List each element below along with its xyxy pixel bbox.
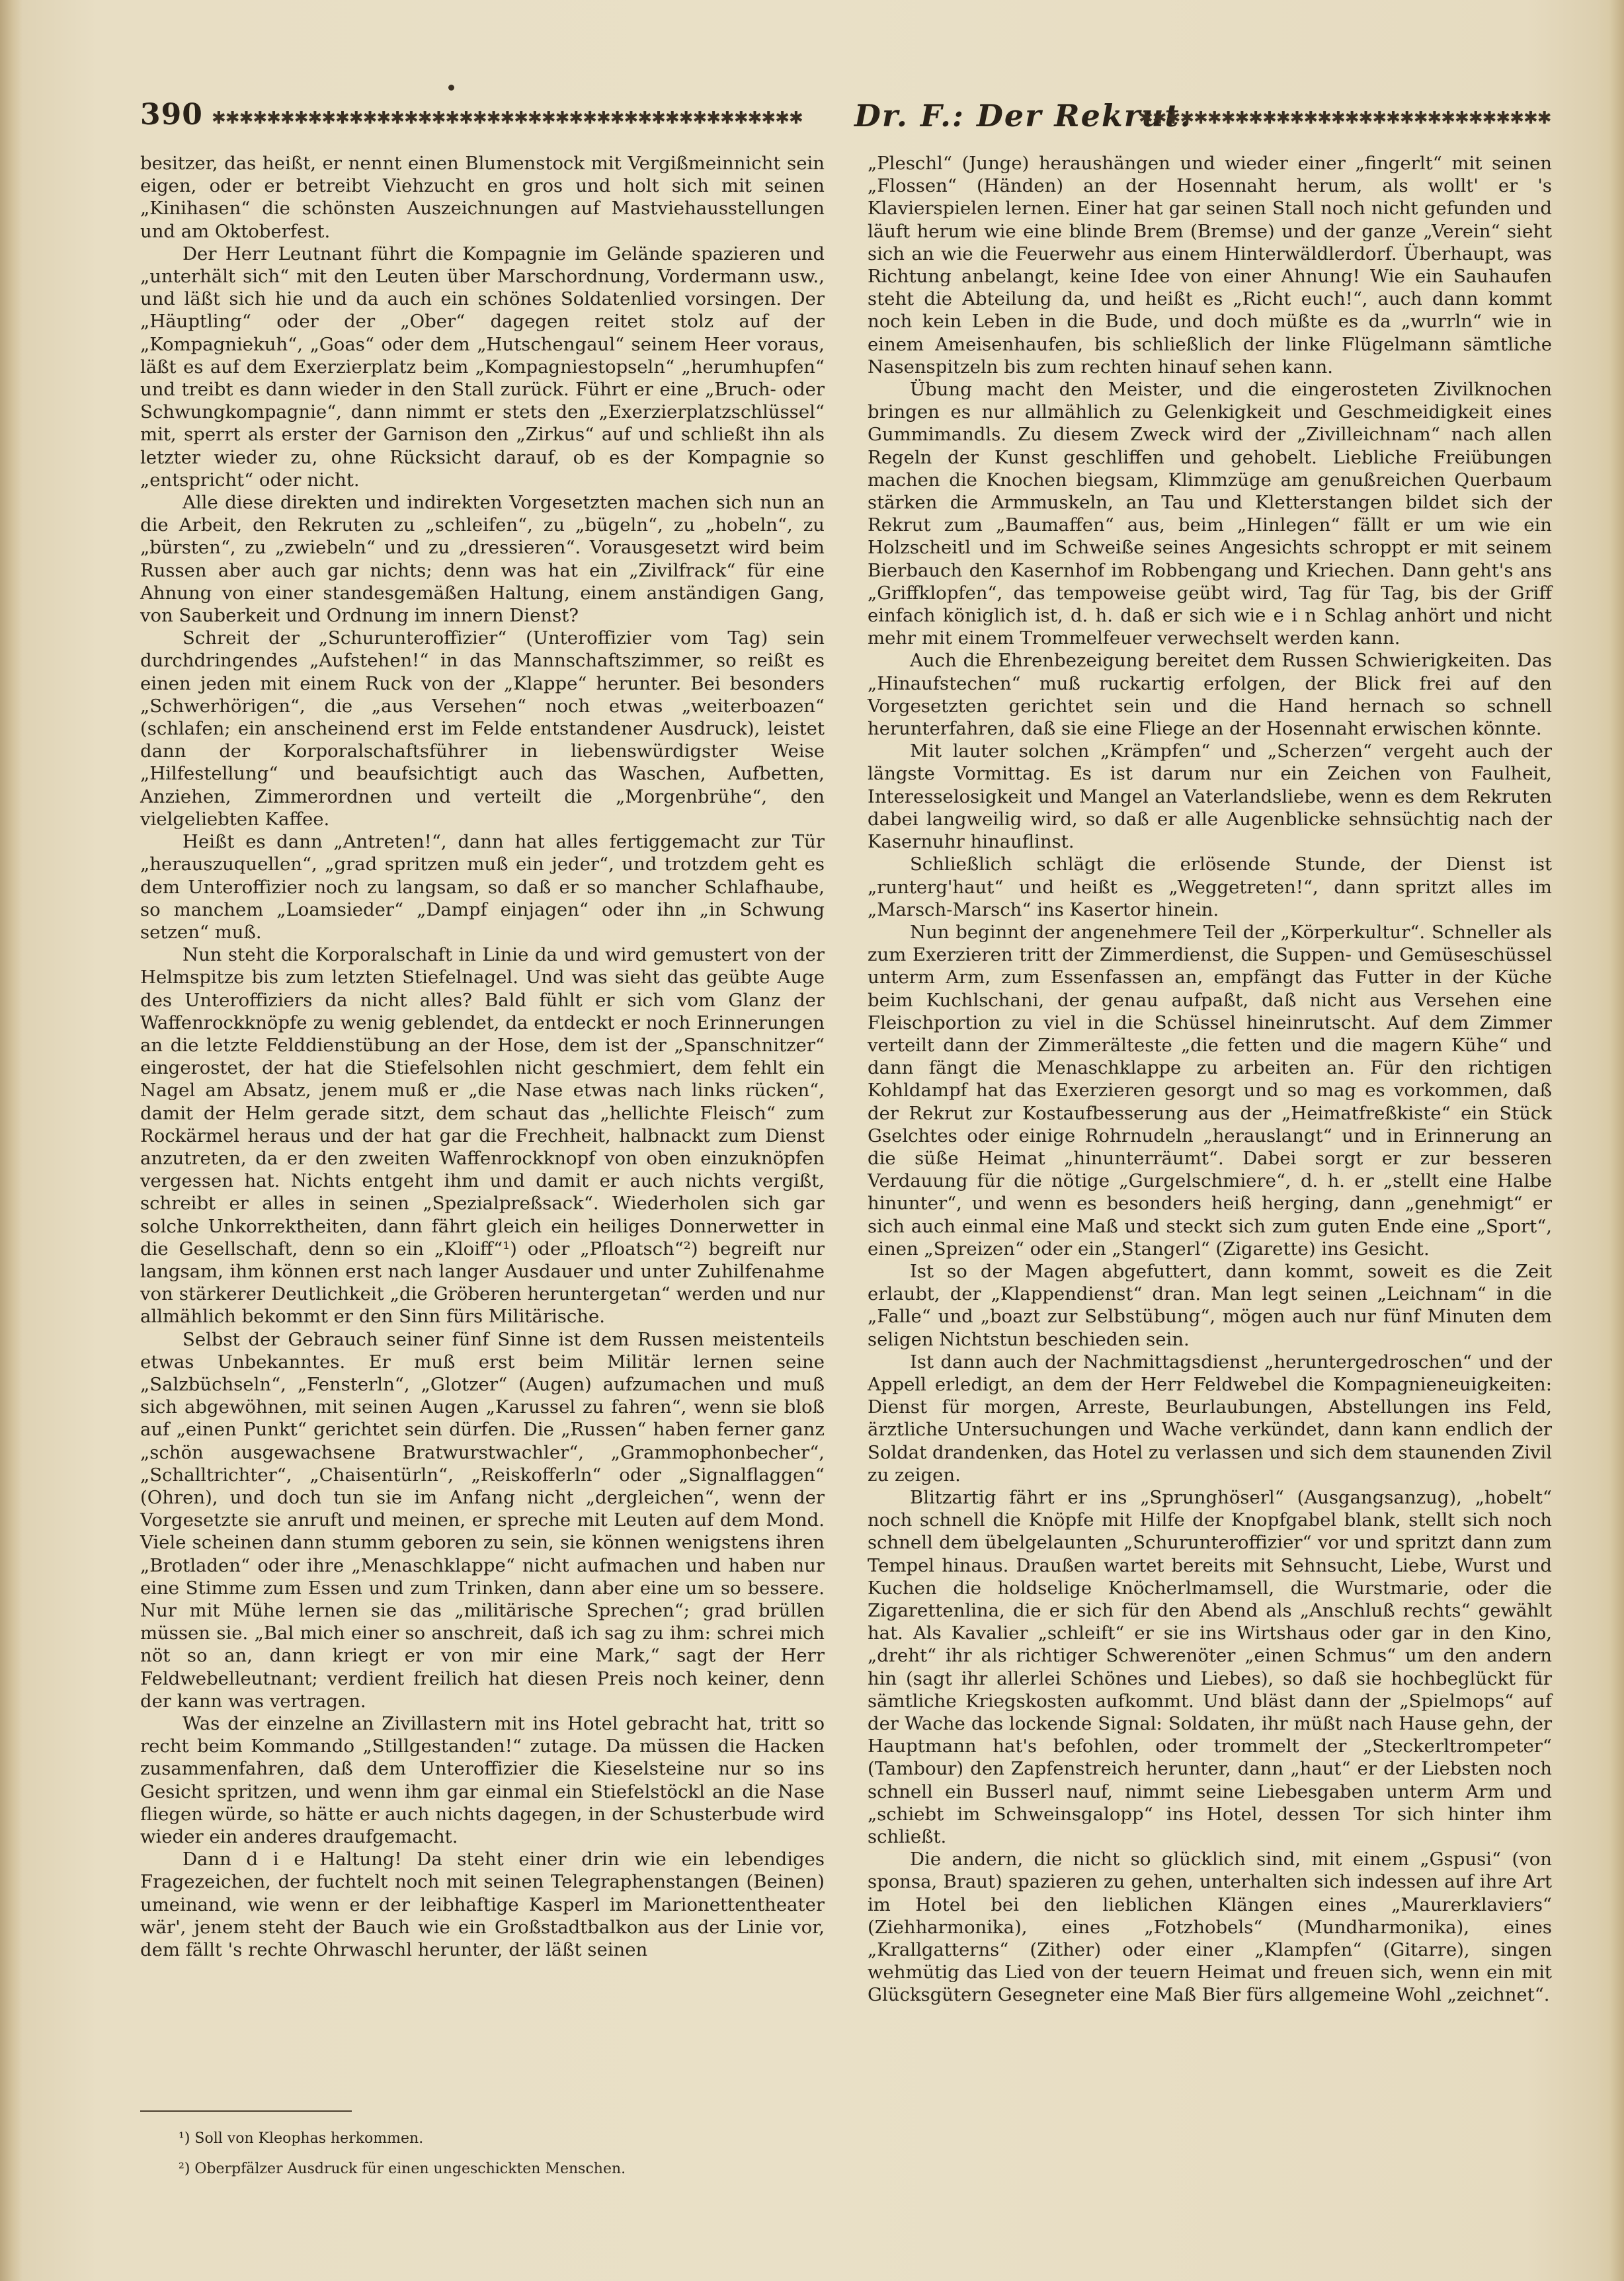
paragraph: Die andern, die nicht so glücklich sind, mit einem „Gspusi“ (von sponsa, Braut) spazieren zu gehen, unterhalten sich indessen auf ihre Art im Hotel bei den lieblichen Klängen eines „Maurerklaviers“ (Ziehharmonika), eines „Fotzhobels“ (Mundharmonika), eines „Krallgatterns“ (Zither) oder einer „Klampfen“ (Gitarre), singen wehmütig das Lied von der teuern Heimat und freuen sich, wenn ein mit Glücksgütern Gesegneter eine Maß Bier fürs allgemeine Wohl „zeichnet“. [868, 1849, 1552, 2006]
header-ornament-left: ✱✱✱✱✱✱✱✱✱✱✱✱✱✱✱✱✱✱✱✱✱✱✱✱✱✱✱✱✱✱✱✱✱✱✱✱✱✱✱✱✱✱✱ [212, 108, 803, 128]
paragraph: Was der einzelne an Zivillastern mit ins Hotel gebracht hat, tritt so recht beim Kommando „Stillgestanden!“ zutage. Da müssen die Hacken zusammenfahren, daß dem Unteroffizier die Kieselsteine nur so ins Gesicht spritzen, und wenn ihm gar einmal ein Stiefelstöckl an die Nase fliegen würde, so hätte er auch nichts dagegen, in der Schusterbude wird wieder ein anderes draufgemacht. [140, 1713, 825, 1848]
paragraph: Mit lauter solchen „Krämpfen“ und „Scherzen“ vergeht auch der längste Vormittag. Es ist darum nur ein Zeichen von Faulheit, Interesselosigkeit und Mangel an Vaterlandsliebe, wenn es dem Rekruten dabei langweilig wird, so daß er alle Augenblicke sehnsüchtig nach der Kasernuhr hinauflinst. [868, 740, 1552, 853]
footnote-divider [140, 2110, 352, 2112]
footnote: ¹) Soll von Kleophas herkommen. [179, 2130, 424, 2147]
paragraph: Nun beginnt der angenehmere Teil der „Körperkultur“. Schneller als zum Exerzieren tritt der Zimmerdienst, die Suppen- und Gemüseschüssel unterm Arm, zum Essenfassen an, empfängt das Futter in der Küche beim Kuchlschani, der genau aufpaßt, daß nicht aus Versehen eine Fleischportion zu viel in die Schüssel hineinrutscht. Auf dem Zimmer verteilt dann der Zimmerälteste „die fetten und die magern Kühe“ und dann fängt die Menaschklappe zu arbeiten an. Für den richtigen Kohldampf hat das Exerzieren gesorgt und so mag es vorkommen, daß der Rekrut zur Kostaufbesserung aus der „Heimatfreßkiste“ ein Stück Gselchtes oder einige Rohrnudeln „herauslangt“ und in Erinnerung an die süße Heimat „hinunterräumt“. Dabei sorgt er zur besseren Verdauung für die nötige „Gurgelschmiere“, d. h. er „stellt eine Halbe hinunter“, und wenn es besonders heiß herging, dann „genehmigt“ er sich auch einmal eine Maß und steckt sich zum guten Ende eine „Sport“, einen „Spreizen“ oder ein „Stangerl“ (Zigarette) ins Gesicht. [868, 921, 1552, 1260]
paragraph: Alle diese direkten und indirekten Vorgesetzten machen sich nun an die Arbeit, den Rekruten zu „schleifen“, zu „bügeln“, zu „hobeln“, zu „bürsten“, zu „zwiebeln“ und zu „dressieren“. Vorausgesetzt wird beim Russen aber auch gar nichts; denn was hat ein „Zivilfrack“ für eine Ahnung von einer standesgemäßen Haltung, einem anständigen Gang, von Sauberkeit und Ordnung im innern Dienst? [140, 492, 825, 627]
ink-dot [448, 85, 454, 91]
paragraph: Übung macht den Meister, und die eingerosteten Zivilknochen bringen es nur allmählich zu Gelenkigkeit und Geschmeidigkeit eines Gummimandls. Zu diesem Zweck wird der „Zivilleichnam“ nach allen Regeln der Kunst geschliffen und gehobelt. Liebliche Freiübungen machen die Knochen biegsam, Klimmzüge am genußreichen Querbaum stärken die Armmuskeln, an Tau und Kletterstangen bildet sich der Rekrut zum „Baumaffen“ aus, beim „Hinlegen“ fällt er um wie ein Holzscheitl und im Schweiße seines Angesichts schroppt er mit seinem Bierbauch den Kasernhof im Robbengang und Kriechen. Dann geht's ans „Griffklopfen“, das tempoweise geübt wird, Tag für Tag, bis der Griff einfach königlich ist, d. h. daß er sich wie e i n Schlag anhört und nicht mehr mit einem Trommelfeuer verwechselt werden kann. [868, 379, 1552, 649]
page-header [140, 98, 1562, 144]
paragraph: Blitzartig fährt er ins „Sprunghöserl“ (Ausgangsanzug), „hobelt“ noch schnell die Knöpfe mit Hilfe der Knopfgabel blank, stellt sich noch schnell dem übelgelaunten „Schurunteroffizier“ vor und spritzt dann zum Tempel hinaus. Draußen wartet bereits mit Sehnsucht, Liebe, Wurst und Kuchen die holdselige Knöcherlmamsell, die Wurstmarie, oder die Zigarettenlina, die er sich für den Abend als „Anschluß rechts“ gewählt hat. Als Kavalier „schleift“ er sie ins Wirtshaus oder gar in den Kino, „dreht“ ihr als richtiger Schwerenöter „einen Schmus“ um den andern hin (sagt ihr allerlei Schönes und Liebes), so daß sie hochbeglückt für sämtliche Kriegskosten aufkommt. Und bläst dann der „Spielmops“ auf der Wache das lockende Signal: Soldaten, ihr müßt nach Hause gehn, der Hauptmann hat's befohlen, oder trommelt der „Steckerltrompeter“ (Tambour) den Zapfenstreich herunter, dann „haut“ er der Liebsten noch schnell ein Busserl nauf, nimmt seine Liebesgaben unterm Arm und „schiebt im Schweinsgalopp“ ins Hotel, dessen Tor sich hinter ihm schließt. [868, 1486, 1552, 1848]
paragraph: besitzer, das heißt, er nennt einen Blumenstock mit Vergißmeinnicht sein eigen, oder er betreibt Viehzucht en gros und holt sich mit seinen „Kinihasen“ die schönsten Auszeichnungen auf Mastviehausstellungen und am Oktoberfest. [140, 153, 825, 242]
footnotes [179, 2124, 813, 2184]
paragraph: Der Herr Leutnant führt die Kompagnie im Gelände spazieren und „unterhält sich“ mit den Leuten über Marschordnung, Vordermann usw., und läßt sich hie und da auch ein schönes Soldatenlied vorsingen. Der „Häuptling“ oder der „Ober“ dagegen reitet stolz auf der „Kompagniekuh“, „Goas“ oder dem „Hutschengaul“ seinem Heer voraus, läßt es auf dem Exerzierplatz beim „Kompagniestopseln“ „herumhupfen“ und treibt es dann wieder in den Stall zurück. Führt er eine „Bruch- oder Schwungkompagnie“, dann nimmt er stets den „Exerzierplatzschlüssel“ mit, sperrt als erster der Garnison den „Zirkus“ auf und schließt ihn als letzter wieder zu, ohne Rücksicht darauf, ob es der Kompagnie so „entspricht“ oder nicht. [140, 243, 825, 491]
footnote: ²) Oberpfälzer Ausdruck für einen ungeschickten Menschen. [179, 2161, 626, 2177]
running-title: Dr. F.: Der Rekrut. [854, 98, 1192, 134]
paragraph: Ist dann auch der Nachmittagsdienst „heruntergedroschen“ und der Appell erledigt, an dem der Herr Feldwebel die Kompagnieneuigkeiten: Dienst für morgen, Arreste, Beurlaubungen, Abstellungen ins Feld, ärztliche Untersuchungen und Wache verkündet, dann kann endlich der Soldat drandenken, das Hotel zu verlassen und sich dem staunenden Zivil zu zeigen. [868, 1351, 1552, 1486]
left-column [140, 152, 825, 1961]
page-number: 390 [140, 98, 203, 132]
paragraph: Selbst der Gebrauch seiner fünf Sinne ist dem Russen meistenteils etwas Unbekanntes. Er muß erst beim Militär lernen seine „Salzbüchseln“, „Fensterln“, „Glotzer“ (Augen) aufzumachen und muß sich abgewöhnen, mit seinen Augen „Karussel zu fahren“, wenn sie bloß auf „einen Punkt“ gerichtet sein dürfen. Die „Russen“ haben ferner ganz „schön ausgewachsene Bratwurstwachler“, „Grammophonbecher“, „Schalltrichter“, „Chaisentürln“, „Reiskofferln“ oder „Signalflaggen“ (Ohren), und doch tun sie im Anfang nicht „dergleichen“, wenn der Vorgesetzte sie anruft und meinen, er spreche mit Leuten auf dem Mond. Viele scheinen dann stumm geboren zu sein, sie können wenigstens ihren „Brotladen“ oder ihre „Menaschklappe“ nicht aufmachen und haben nur eine Stimme zum Essen und zum Trinken, dann aber eine um so bessere. Nur mit Mühe lernen sie das „militärische Sprechen“; grad brüllen müssen sie. „Bal mich einer so anschreit, daß ich sag zu ihm: schrei mich nöt so an, dann kriegt er von mir eine Mark,“ sagt der Herr Feldwebelleutnant; verdient freilich hat diesen Preis noch keiner, denn der kann was vertragen. [140, 1328, 825, 1712]
paragraph: Ist so der Magen abgefuttert, dann kommt, soweit es die Zeit erlaubt, der „Klappendienst“ dran. Man legt seinen „Leichnam“ in die „Falle“ und „boazt zur Selbstübung“, mögen auch nur fünf Minuten dem seligen Nichtstun beschieden sein. [868, 1260, 1552, 1350]
paragraph: Auch die Ehrenbezeigung bereitet dem Russen Schwierigkeiten. Das „Hinaufstechen“ muß ruckartig erfolgen, der Blick frei auf den Vorgesetzten gerichtet sein und die Hand hernach so schnell herunterfahren, daß sie eine Fliege an der Hosennaht erwischen könnte. [868, 650, 1552, 740]
page-edge-right [1598, 0, 1624, 2281]
paragraph: Schließlich schlägt die erlösende Stunde, der Dienst ist „runterg'haut“ und heißt es „Weggetreten!“, dann spritzt alles im „Marsch-Marsch“ ins Kasertor hinein. [868, 854, 1552, 920]
paragraph: Dann d i e Haltung! Da steht einer drin wie ein lebendiges Fragezeichen, der fuchtelt noch mit seinen Telegraphenstangen (Beinen) umeinand, wie wenn er der leibhaftige Kasperl im Marionettentheater wär', jenem steht der Bauch wie ein Großstadtbalkon aus der Linie vor, dem fällt 's rechte Ohrwaschl herunter, der läßt seinen [140, 1849, 825, 1961]
header-ornament-right: ✱✱✱✱✱✱✱✱✱✱✱✱✱✱✱✱✱✱✱✱✱✱✱✱✱✱✱✱✱✱ [1139, 108, 1551, 128]
paragraph: Heißt es dann „Antreten!“, dann hat alles fertiggemacht zur Tür „herauszuquellen“, „grad spritzen muß ein jeder“, und trotzdem geht es dem Unteroffizier noch zu langsam, so daß er so mancher Schlafhaube, so manchem „Loamsieder“ „Dampf einjagen“ oder ihn „in Schwung setzen“ muß. [140, 831, 825, 943]
paragraph: „Pleschl“ (Junge) heraushängen und wieder einer „fingerlt“ mit seinen „Flossen“ (Händen) an der Hosennaht herum, als wollt' er 's Klavierspielen lernen. Einer hat gar seinen Stall noch nicht gefunden und läuft herum wie eine blinde Brem (Bremse) und der ganze „Verein“ sieht sich an wie die Feuerwehr aus einem Hinterwäldlerdorf. Überhaupt, was Richtung anbelangt, keine Idee von einer Ahnung! Wie ein Sauhaufen steht die Abteilung da, und heißt es „Richt euch!“, auch dann kommt noch kein Leben in die Bude, und doch müßte es da „wurrln“ wie in einem Ameisenhaufen, bis schließlich der linke Flügelmann sämtliche Nasenspitzeln bis zum rechten hinauf sehen kann. [868, 153, 1552, 378]
right-column [868, 152, 1552, 2007]
paragraph: Schreit der „Schurunteroffizier“ (Unteroffizier vom Tag) sein durchdringendes „Aufstehen!“ in das Mannschaftszimmer, so reißt es einen jeden mit einem Ruck von der „Klappe“ herunter. Bei besonders „Schwerhörigen“, die „aus Versehen“ noch etwas „weiterboazen“ (schlafen; ein anscheinend erst im Felde entstandener Ausdruck), leistet dann der Korporalschaftsführer in liebenswürdigster Weise „Hilfestellung“ und beaufsichtigt auch das Waschen, Aufbetten, Anziehen, Zimmerordnen und verteilt die „Morgenbrühe“, den vielgeliebten Kaffee. [140, 627, 825, 830]
paragraph: Nun steht die Korporalschaft in Linie da und wird gemustert von der Helmspitze bis zum letzten Stiefelnagel. Und was sieht das geübte Auge des Unteroffiziers da nicht alles? Bald fühlt er sich vom Glanz der Waffenrockknöpfe zu wenig geblendet, da entdeckt er noch Erinnerungen an die letzte Felddienstübung an der Hose, dem ist der „Spanschnitzer“ eingerostet, der hat die Stiefelsohlen nicht geschmiert, dem fehlt ein Nagel am Absatz, jenem muß er „die Nase etwas nach links rücken“, damit der Helm gerade sitzt, dem schaut das „hellichte Fleisch“ zum Rockärmel heraus und der hat gar die Frechheit, halbnackt zum Dienst anzutreten, da er den zweiten Waffenrockknopf von oben einzuknöpfen vergessen hat. Nichts entgeht ihm und damit er auch nichts vergißt, schreibt er alles in seinen „Spezialpreßsack“. Wiederholen sich gar solche Unkorrektheiten, dann fährt gleich ein heiliges Donnerwetter in die Gesellschaft, denn so ein „Kloiff“¹) oder „Pfloatsch“²) begreift nur langsam, ihm können erst nach langer Ausdauer und unter Zuhilfenahme von stärkerer Deutlichkeit „die Gröberen heruntergetan“ werden und nur allmählich bekommt er den Sinn fürs Militärische. [140, 944, 825, 1328]
page-edge-left [0, 0, 22, 2281]
